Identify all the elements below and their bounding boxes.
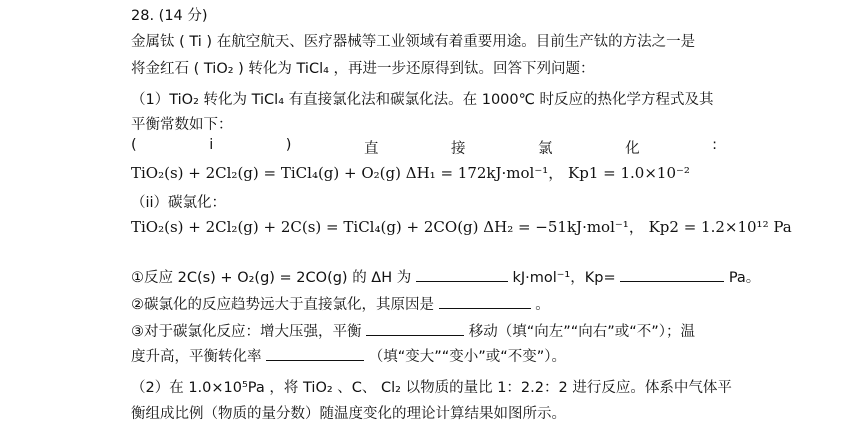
subquestion-1-unit-pa: Pa。 (728, 270, 761, 286)
subquestion-2: ②碳氯化的反应趋势远大于直接氯化，其原因是 。 (131, 293, 550, 314)
equation-direct-chlorination: TiO₂(s) + 2Cl₂(g) = TiCl₄(g) + O₂(g) ΔH₁ = 172kJ·mol⁻¹， Kp1 = 1.0×10⁻² (131, 164, 690, 182)
subquestion-3-line-2: 度升高，平衡转化率 （填“变大”“变小”或“不变”）。 (131, 345, 566, 366)
question-header: 28. (14 分) (131, 8, 208, 24)
answer-blank-shift[interactable] (366, 321, 464, 336)
part2-line-1: （2）在 1.0×10⁵Pa ，将 TiO₂ 、C、 Cl₂ 以物质的量比 1：2.2：2 进行反应。体系中气体平 (131, 380, 732, 396)
direct-chlorination-label: ( i ) 直 接 氯 化 : (131, 137, 717, 157)
part1-line-1: （1）TiO₂ 转化为 TiCl₄ 有直接氯化法和碳氯化法。在 1000℃ 时反应的热化学方程式及其 (131, 92, 714, 108)
answer-blank-reason[interactable] (439, 294, 531, 309)
equation-carbochlorination: TiO₂(s) + 2Cl₂(g) + 2C(s) = TiCl₄(g) + 2CO(g) ΔH₂ = −51kJ·mol⁻¹， Kp2 = 1.2×10¹² Pa (131, 218, 792, 236)
subquestion-3-line-1: ③对于碳氯化反应：增大压强，平衡 移动（填“向左”“向右”或“不”）；温 (131, 320, 695, 341)
carbochlorination-label: （ii）碳氯化： (131, 195, 227, 211)
subquestion-1 (131, 266, 760, 287)
answer-blank-kp[interactable] (620, 267, 724, 282)
subquestion-1-unit: kJ·mol⁻¹，Kp= (512, 270, 616, 286)
subquestion-2-text: ②碳氯化的反应趋势远大于直接氯化，其原因是 (131, 297, 434, 313)
answer-blank-conversion[interactable] (266, 346, 364, 361)
intro-line-1: 金属钛 ( Ti ) 在航空航天、医疗器械等工业领域有着重要用途。目前生产钛的方法之一是 (131, 34, 696, 50)
subquestion-1-prefix: ①反应 2C(s) + O₂(g) = 2CO(g) 的 ΔH 为 (131, 270, 412, 286)
part1-line-2: 平衡常数如下： (131, 117, 233, 133)
intro-line-2: 将金红石 ( TiO₂ ) 转化为 TiCl₄ ，再进一步还原得到钛。回答下列问题： (131, 61, 595, 77)
answer-blank-delta-h[interactable] (416, 267, 508, 282)
part2-line-2: 衡组成比例（物质的量分数）随温度变化的理论计算结果如图所示。 (131, 406, 566, 422)
